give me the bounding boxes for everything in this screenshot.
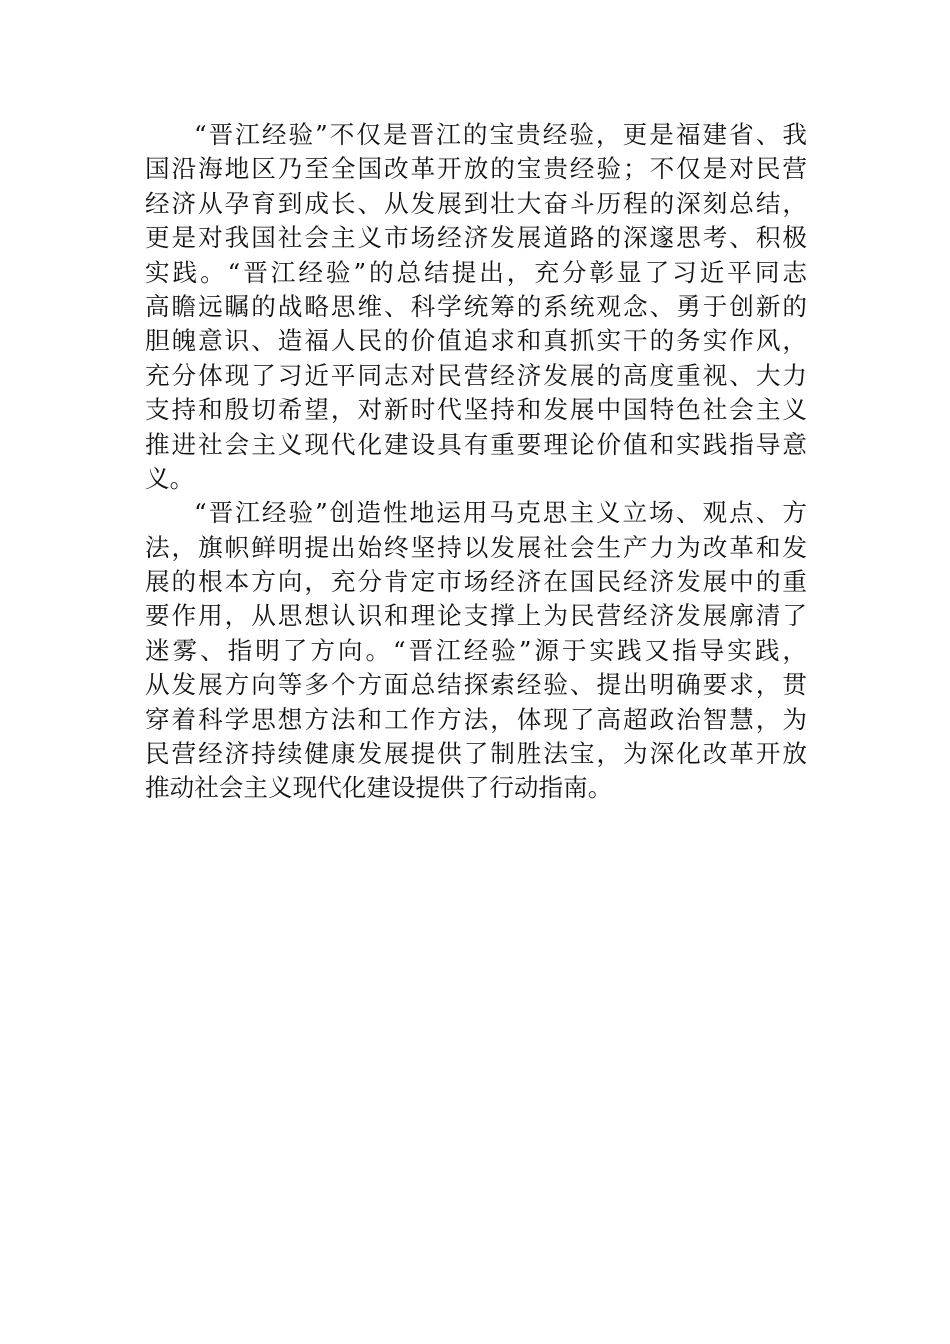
text-line: 义。 [145,463,195,493]
text-line: 穿着科学思想方法和工作方法，体现了高超政治智慧，为 [145,704,807,734]
text-line: “晋江经验”不仅是晋江的宝贵经验，更是福建省、我 [194,120,807,149]
text-line: 实践。“晋江经验”的总结提出，充分彰显了习近平同志 [145,257,807,287]
text-line: 支持和殷切希望，对新时代坚持和发展中国特色社会主义 [145,395,807,425]
text-line: “晋江经验”创造性地运用马克思主义立场、观点、方 [194,498,807,528]
text-line: 民营经济持续健康发展提供了制胜法宝，为深化改革开放 [145,739,807,769]
body-text [145,118,807,806]
paragraph-1 [145,118,807,496]
text-line: 国沿海地区乃至全国改革开放的宝贵经验；不仅是对民营 [145,154,807,184]
text-line: 胆魄意识、造福人民的价值追求和真抓实干的务实作风， [145,326,807,356]
text-line: 从发展方向等多个方面总结探索经验、提出明确要求，贯 [145,670,807,700]
text-line: 推进社会主义现代化建设具有重要理论价值和实践指导意 [145,429,807,459]
paragraph-2 [145,496,807,806]
text-line: 更是对我国社会主义市场经济发展道路的深邃思考、积极 [145,223,807,253]
text-line: 充分体现了习近平同志对民营经济发展的高度重视、大力 [145,360,807,390]
text-line: 经济从孕育到成长、从发展到壮大奋斗历程的深刻总结， [145,188,807,218]
text-line: 要作用，从思想认识和理论支撑上为民营经济发展廓清了 [145,601,807,631]
text-line: 高瞻远瞩的战略思维、科学统筹的系统观念、勇于创新的 [145,291,807,321]
text-line: 法，旗帜鲜明提出始终坚持以发展社会生产力为改革和发 [145,532,807,562]
text-line: 迷雾、指明了方向。“晋江经验”源于实践又指导实践， [145,635,807,665]
text-line: 展的根本方向，充分肯定市场经济在国民经济发展中的重 [145,567,807,597]
text-line: 推动社会主义现代化建设提供了行动指南。 [145,773,613,803]
